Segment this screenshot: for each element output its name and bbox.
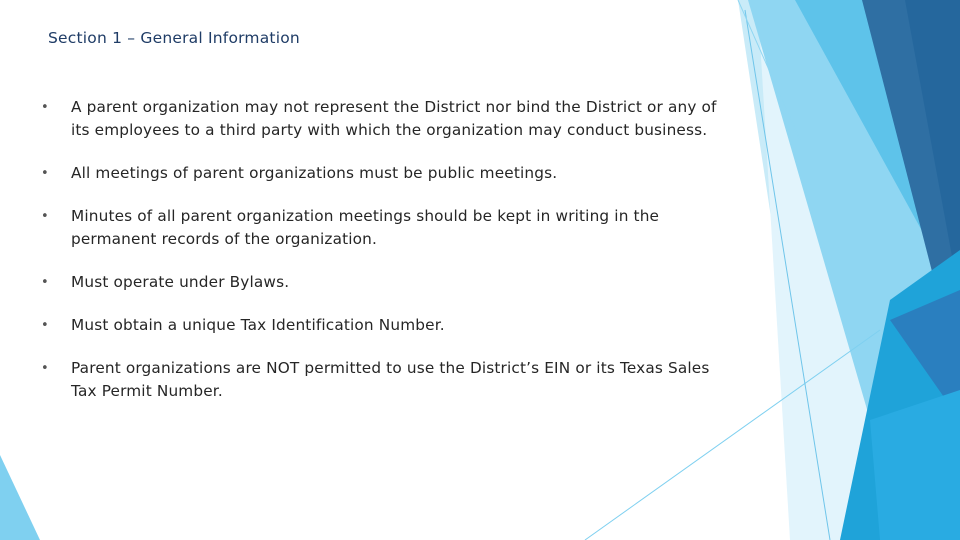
bullet-marker: • <box>41 275 49 290</box>
bullet-text: Minutes of all parent organization meetings should be kept in writing in the permanent records of the organization. <box>71 207 660 248</box>
list-item <box>41 205 721 251</box>
left-accent-shape <box>0 455 40 540</box>
bullet-text: Must operate under Bylaws. <box>71 273 290 291</box>
bullet-text: A parent organization may not represent the District nor bind the District or any of its employees to a third party with which the organization may conduct business. <box>71 98 717 139</box>
list-item <box>41 271 721 294</box>
list-item <box>41 357 721 403</box>
bullet-text: All meetings of parent organizations must be public meetings. <box>71 164 558 182</box>
bullet-marker: • <box>41 100 49 115</box>
bullet-list <box>41 96 721 403</box>
bullet-marker: • <box>41 209 49 224</box>
bullet-marker: • <box>41 361 49 376</box>
bullet-text: Parent organizations are NOT permitted to use the District’s EIN or its Texas Sales Tax Permit Number. <box>71 359 710 400</box>
list-item <box>41 162 721 185</box>
slide-title: Section 1 – General Information <box>48 29 300 47</box>
bullet-marker: • <box>41 318 49 333</box>
bullet-text: Must obtain a unique Tax Identification Number. <box>71 316 445 334</box>
list-item <box>41 96 721 142</box>
list-item <box>41 314 721 337</box>
bullet-marker: • <box>41 166 49 181</box>
